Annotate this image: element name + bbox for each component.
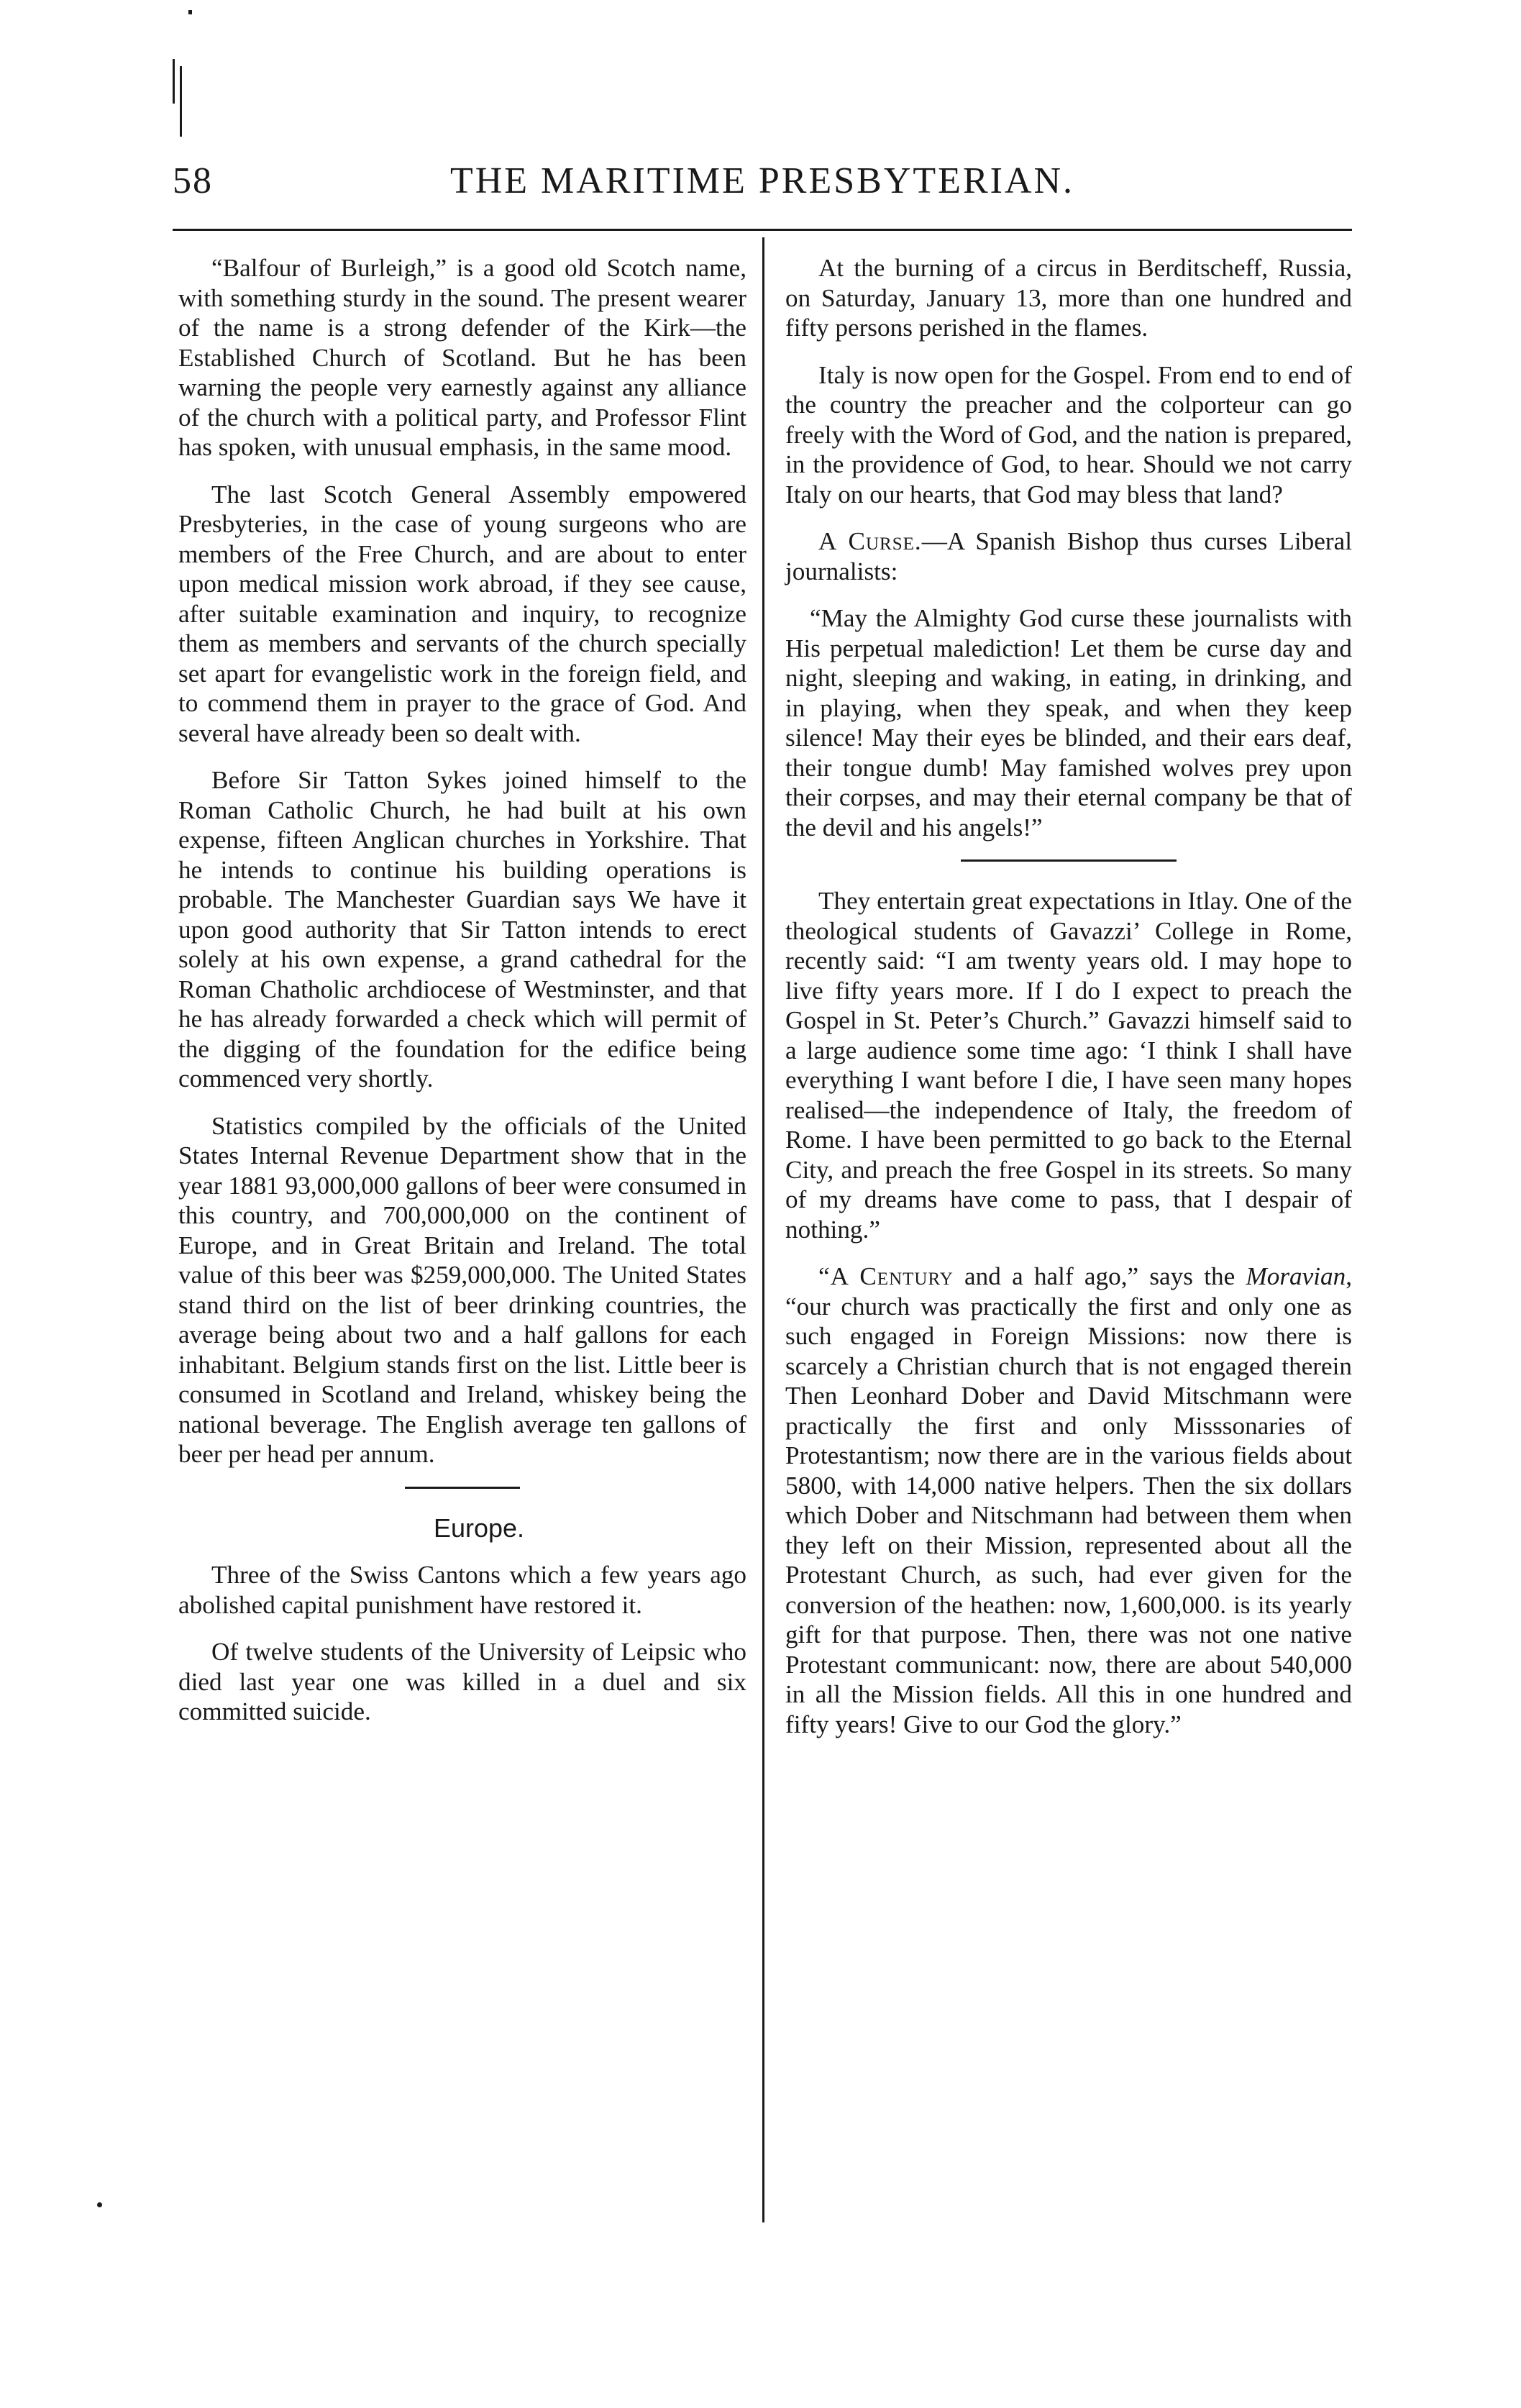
article-moravian	[785, 1262, 1352, 1739]
article-balfour: “Balfour of Burleigh,” is a good old Scotch name, with something sturdy in the sound. The present wearer of the name is a strong defender of the Kirk—the Established Church of Scotland. But he has been warning the people very earnestly against any alliance of the church with a political party, and Professor Flint has spoken, with unusual emphasis, in the same mood.	[178, 254, 746, 461]
moravian-publication: Moravian	[1246, 1262, 1346, 1290]
margin-mark-left-2	[180, 66, 182, 137]
right-column	[785, 253, 1352, 1756]
left-column	[178, 253, 746, 1744]
article-swiss-cantons: Three of the Swiss Cantons which a few years ago abolished capital punishment have restored it.	[178, 1561, 746, 1619]
article-berditscheff: At the burning of a circus in Berditscheff, Russia, on Saturday, January 13, more than one hundred and fifty persons perished in the flames.	[785, 254, 1352, 342]
margin-mark-left-1	[173, 59, 175, 104]
article-leipsic-students: Of twelve students of the University of Leipsic who died last year one was killed in a duel and six committed suicide.	[178, 1638, 746, 1725]
section-divider	[405, 1487, 520, 1489]
article-tatton-sykes: Before Sir Tatton Sykes joined himself to the Roman Catholic Church, he had built at his own expense, fifteen Anglican churches in Yorkshire. That he intends to continue his building operations is probable. The Manchester Guardian says We have it upon good authority that Sir Tatton intends to erect solely at his own expense, a grand cathedral for the Roman Chatholic archdiocese of Westminster, and that he has already forwarded a check which will permit of the digging of the foundation for the edifice being commenced very shortly.	[178, 766, 746, 1093]
article-divider	[961, 859, 1177, 862]
column-rule	[762, 237, 764, 2222]
curse-intro-text: —A Spanish Bishop thus curses Liberal journalists:	[785, 527, 1352, 585]
running-title: THE MARITIME PRESBYTERIAN.	[449, 160, 1075, 201]
page-number: 58	[173, 160, 213, 201]
moravian-lead: “A Century	[818, 1262, 954, 1290]
margin-mark-bottom	[97, 2202, 102, 2207]
article-curse-intro	[785, 526, 1352, 586]
moravian-mid: and a half ago,” says the	[953, 1262, 1246, 1290]
curse-lead: A Curse.	[818, 527, 922, 555]
article-gavazzi: They entertain great expectations in Itlay. One of the theological students of Gavazzi’ College in Rome, recently said: “I am twenty years old. I may hope to live fifty years more. If I do I expect to preach the Gospel in St. Peter’s Church.” Gavazzi himself said to a large audience some time ago: ‘I think I shall have everything I want before I die, I have seen many hopes realised—the independence of Italy, the freedom of Rome. I have been permitted to go back to the Eternal City, and preach the free Gospel in its streets. So many of my dreams have come to pass, that I despair of nothing.”	[785, 887, 1352, 1244]
article-italy-gospel: Italy is now open for the Gospel. From end to end of the country the preacher and the colporteur can go freely with the Word of God, and the nation is prepared, in the providence of God, to hear. Should we not carry Italy on our hearts, that God may bless that land?	[785, 360, 1353, 508]
article-curse-quote: “May the Almighty God curse these journalists with His perpetual malediction! Let them be curse day and night, sleeping and waking, in eating, in drinking, and in playing, when they speak, and when they keep silence! May their eyes be blinded, and their ears deaf, their tongue dumb! May famished wolves prey upon their corpses, and may their eternal company be that of the devil and his angels!”	[785, 604, 1352, 842]
moravian-text: , “our church was practically the first and only one as such engaged in Foreign Missions: now there is scarcely a Christian church that is not engaged therein Then Leonhard Dober and David Mitschmann were practically the first and only Misssonaries of Protestantism; now there are in the various fields about 5800, with 14,000 native helpers. Then the six dollars which Dober and Nitschmann had between them when they left on their Mission, represented about all the Protestant Church, as such, had ever given for the conversion of the heathen: now, 1,600,000. is its yearly gift for that purpose. Then, there was not one native Protestant communicant: now, there are about 540,000 in all the Mission fields. All this in one hundred and fifty years! Give to our God the glory.”	[785, 1262, 1353, 1738]
header-rule	[173, 229, 1352, 231]
section-heading-europe: Europe.	[433, 1513, 525, 1543]
article-beer-statistics: Statistics compiled by the officials of the United States Internal Revenue Department show that in the year 1881 93,000,000 gallons of beer were consumed in this country, and 700,000,000 on the continent of Europe, and in Great Britain and Ireland. The total value of this beer was $259,000,000. The United States stand third on the list of beer drinking countries, the average being about two and a half gallons for each inhabitant. Belgium stands first on the list. Little beer is consumed in Scotland and Ireland, whiskey being the national beverage. The English average ten gallons of beer per head per annum.	[178, 1111, 746, 1468]
page-header	[173, 160, 1352, 217]
article-general-assembly: The last Scotch General Assembly empowered Presbyteries, in the case of young surgeons who are members of the Free Church, and are about to enter upon medical mission work abroad, if they see cause, after suitable examination and inquiry, to recognize them as members and servants of the church specially set apart for evangelistic work in the foreign field, and to commend them in prayer to the grace of God. And several have already been so dealt with.	[178, 480, 746, 747]
margin-mark-top	[188, 10, 192, 14]
